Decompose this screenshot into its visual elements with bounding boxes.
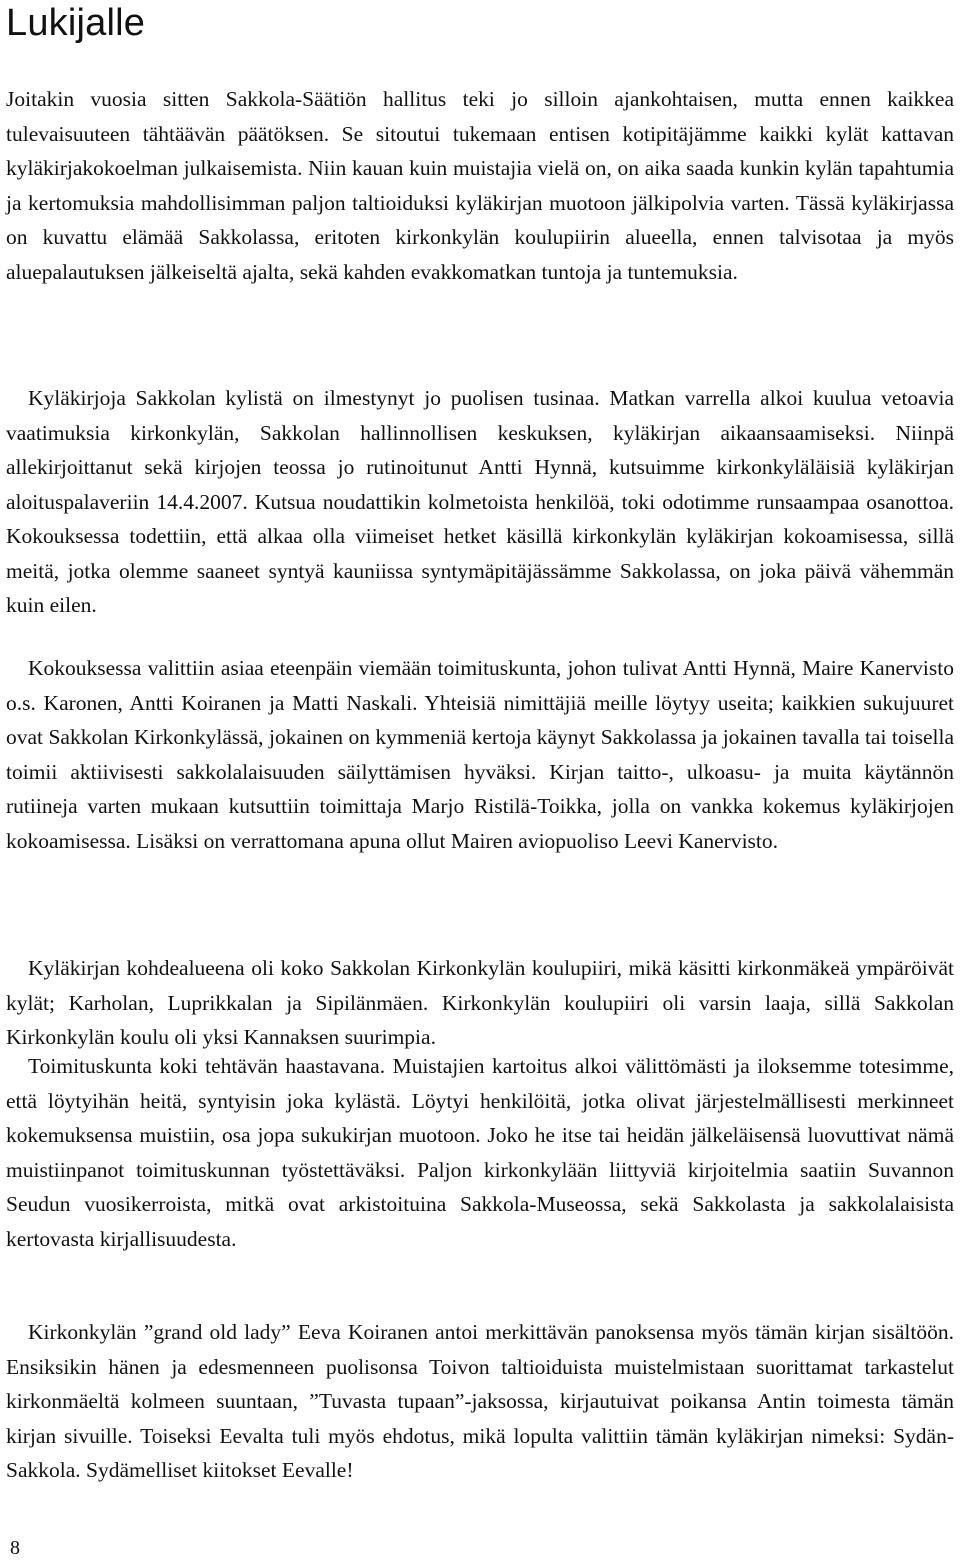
page-title: Lukijalle — [6, 2, 146, 44]
paragraph-village-books: Kyläkirjoja Sakkolan kylistä on ilmestynyt jo puolisen tusinaa. Matkan varrella alkoi kuulua vetoavia vaatimuksia kirkonkylän, Sakkolan hallinnollisen keskuksen, kyläkirjan aikaansaamiseksi. Niinpä allekirjoittanut sekä kirjojen teossa jo rutinoitunut Antti Hynnä, kutsuimme kirkonkyläläisiä kyläkirjan aloituspalaveriin 14.4.2007. Kutsua noudattikin kolmetoista henkilöä, toki odotimme runsaampaa osanottoa. Kokouksessa todettiin, että alkaa olla viimeiset hetket käsillä kirkonkylän kyläkirjan kokoamisessa, sillä meitä, jotka olemme saaneet syntyä kauniissa syntymäpitäjässämme Sakkolassa, on joka päivä vähemmän kuin eilen. — [6, 386, 954, 617]
paragraph-intro: Joitakin vuosia sitten Sakkola-Säätiön hallitus teki jo silloin ajankohtaisen, mutta ennen kaikkea tulevaisuuteen tähtäävän päätöksen. Se sitoutui tukemaan entisen kotipitäjämme kaikki kylät kattavan kyläkirjakokoelman julkaisemista. Niin kauan kuin muistajia vielä on, on aika saada kunkin kylän tapahtumia ja kertomuksia mahdollisimman paljon taltioiduksi kyläkirjan muotoon jälkipolvia varten. Tässä kyläkirjassa on kuvattu elämää Sakkolassa, eritoten kirkonkylän koulupiirin alueella, ennen talvisotaa ja myös aluepalautuksen jälkeiseltä ajalta, sekä kahden evakkomatkan tuntoja ja tuntemuksia. — [6, 87, 954, 284]
paragraph-target-area: Kyläkirjan kohdealueena oli koko Sakkolan Kirkonkylän koulupiiri, mikä käsitti kirkonmäkeä ympäröivät kylät; Karholan, Luprikkalan ja Sipilänmäen. Kirkonkylän koulupiiri oli varsin laaja, sillä Sakkolan Kirkonkylän koulu oli yksi Kannaksen suurimpia. — [6, 956, 954, 1049]
paragraph-editorial-board: Kokouksessa valittiin asiaa eteenpäin viemään toimituskunta, johon tulivat Antti Hynnä, Maire Kanervisto o.s. Karonen, Antti Koiranen ja Matti Naskali. Yhteisiä nimittäjiä meille löytyy useita; kaikkien sukujuuret ovat Sakkolan Kirkonkylässä, jokainen on kymmeniä kertoja käynyt Sakkolassa ja jokainen tavalla tai toisella toimii aktiivisesti sakkolalaisuuden säilyttämisen hyväksi. Kirjan taitto-, ulkoasu- ja muita käytännön rutiineja varten mukaan kutsuttiin toimittaja Marjo Ristilä-Toikka, jolla on vankka kokemus kyläkirjojen kokoamisessa. Lisäksi on verrattomana apuna ollut Mairen aviopuoliso Leevi Kanervisto. — [6, 656, 954, 853]
page-number: 8 — [10, 1537, 20, 1559]
paragraph-editorial-challenge: Toimituskunta koki tehtävän haastavana. Muistajien kartoitus alkoi välittömästi ja iloksemme totesimme, että löytyihän heitä, syntyisin joka kylästä. Löytyi henkilöitä, jotka olivat järjestelmällisesti merkinneet kokemuksensa muistiin, osa jopa sukukirjan muotoon. Joko he itse tai heidän jälkeläisensä luovuttivat nämä muistiinpanot toimituskunnan työstettäväksi. Paljon kirkonkylään liittyviä kirjoitelmia saatiin Suvannon Seudun vuosikerroista, mitkä ovat arkistoituina Sakkola-Museossa, sekä Sakkolasta ja sakkolalaisista kertovasta kirjallisuudesta. — [6, 1054, 954, 1251]
paragraph-acknowledgement: Kirkonkylän ”grand old lady” Eeva Koiranen antoi merkittävän panoksensa myös tämän kirjan sisältöön. Ensiksikin hänen ja edesmenneen puolisonsa Toivon taltioiduista muistelmistaan suorittamat tarkastelut kirkonmäeltä kolmeen suuntaan, ”Tuvasta tupaan”-jaksossa, kirjautuivat poikansa Antin toimesta tämän kirjan sivuille. Toiseksi Eevalta tuli myös ehdotus, mikä lopulta valittiin tämän kyläkirjan nimeksi: Sydän-Sakkola. Sydämelliset kiitokset Eevalle! — [6, 1320, 954, 1482]
